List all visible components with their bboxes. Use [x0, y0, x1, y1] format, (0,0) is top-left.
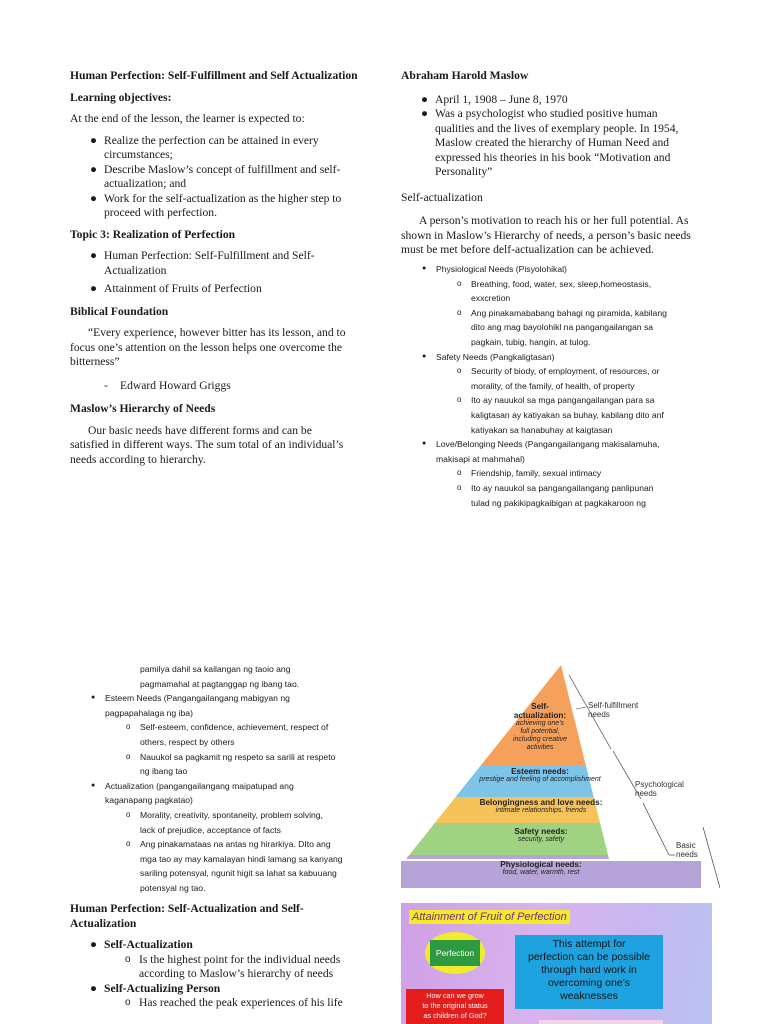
- sub-line: Ang pinakamataas na antas ng hirarkiya. DIto ang: [140, 839, 331, 850]
- level-sub: security, safety: [517, 836, 565, 843]
- left-bottom-serif: [70, 902, 370, 1011]
- level-sub: including creative: [512, 736, 568, 743]
- textbox-line: through hard work in: [541, 964, 637, 976]
- right-column-top: [401, 69, 721, 258]
- sub-bullet-icon: o: [457, 307, 462, 317]
- need-label: makisapi at mahmahal): [436, 453, 525, 464]
- maslow-line: Our basic needs have different forms and can be: [88, 423, 312, 437]
- sub-line: Breathing, food, water, sex, sleep,homeostasis,: [471, 278, 652, 289]
- sub-bullet-icon: o: [457, 278, 462, 288]
- bio-line: Personality”: [435, 165, 493, 178]
- need-label: Physiological Needs (Pisyolohikal): [436, 264, 567, 274]
- sub-line: Self-esteem, confidence, achievement, respect of: [140, 722, 329, 733]
- topic3-line: Human Perfection: Self-Fulfillment and Self-: [104, 249, 315, 262]
- sub-bullet-icon: o: [457, 395, 462, 405]
- sub-line: exxcretion: [471, 293, 511, 304]
- level-label-self-actualization: [505, 702, 575, 752]
- level-sub: food, water, warmth, rest: [502, 869, 580, 876]
- objective-line: Describe Maslow’s concept of fulfillment and self-: [104, 162, 341, 176]
- sub-item: [126, 808, 385, 837]
- textbox-line: This attempt for: [552, 938, 626, 950]
- biblical-heading: Biblical Foundation: [70, 304, 169, 318]
- objective-line: actualization; and: [104, 177, 187, 190]
- quote-author: [70, 379, 370, 394]
- sub-line: potensyal ng tao.: [140, 882, 206, 893]
- sub-line: dito ang mag bayolohikl na pangangailangan sa: [471, 322, 654, 333]
- side-label-self-fulfillment: [588, 701, 638, 719]
- para-line: A person’s motivation to reach his or her full potential. As: [419, 214, 689, 227]
- side-line: needs: [588, 710, 610, 719]
- textbox-line: How can we grow: [426, 991, 484, 1000]
- level-title: actualization:: [513, 711, 567, 720]
- side-line: Psychological: [635, 780, 684, 789]
- level-sub: prestige and feeling of accomplishment: [479, 776, 601, 783]
- need-item-love: [422, 437, 726, 510]
- side-line: needs: [635, 789, 657, 798]
- level-sub: intimate relationships, friends: [495, 807, 587, 814]
- sub-bullet-icon: o: [126, 751, 131, 761]
- quote-block: [70, 326, 370, 370]
- left-column-top: [70, 69, 370, 467]
- perfection-circle: [425, 932, 485, 974]
- bullet-icon: ●: [90, 249, 98, 262]
- bio-line: April 1, 1908 – June 8, 1970: [435, 92, 568, 106]
- side-line: Basic: [676, 841, 696, 850]
- sub-bullet-icon: o: [126, 839, 131, 849]
- need-label: Actualization (pangangailangang maipatupad ang: [105, 780, 294, 791]
- learning-objectives-heading: Learning objectives:: [70, 90, 172, 104]
- sub-item: [457, 481, 726, 510]
- item-subs: [104, 953, 370, 982]
- sub-line: katiyakan sa hanabuhay at kaigtasan: [471, 424, 613, 435]
- level-label-physiological: [441, 860, 641, 877]
- need-subs: [436, 466, 726, 510]
- level-label-safety: [441, 827, 641, 844]
- level-title: Safety needs:: [514, 827, 568, 836]
- sub-item: [126, 720, 385, 749]
- continued-line: pagmamahal at pagtanggap ng ibang tao.: [140, 678, 300, 689]
- level-sub: full potential,: [520, 728, 560, 735]
- sub-bullet-icon: o: [125, 997, 131, 1008]
- level-label-esteem: [455, 767, 625, 784]
- author-name: Edward Howard Griggs: [120, 378, 231, 392]
- sub-bullet-icon: o: [126, 809, 131, 819]
- topic3-item: [90, 282, 370, 297]
- need-subs: [436, 364, 726, 437]
- topic3-heading: Topic 3: Realization of Perfection: [70, 227, 236, 241]
- pyramid-edge: [643, 803, 669, 855]
- item-label: Self-Actualizing Person: [104, 981, 221, 995]
- sub-item: [457, 393, 726, 437]
- pyramid-edge: [703, 827, 720, 888]
- sub-line: others, respect by others: [140, 736, 235, 747]
- sub-line: tulad ng pakikipagkaibigan at pagkakaroon ng: [471, 497, 646, 508]
- bullet-icon: ●: [422, 352, 427, 360]
- sub-item: [125, 996, 370, 1011]
- bullet-icon: ●: [90, 133, 98, 147]
- textbox-line: as children of God?: [423, 1011, 487, 1020]
- left-column-bottom: [91, 662, 385, 896]
- bullet-icon: ●: [422, 440, 427, 448]
- author-dash: -: [104, 378, 108, 392]
- bullet-icon: ●: [90, 191, 98, 205]
- sub-line: Morality, creativity, spontaneity, problem solving,: [140, 809, 323, 820]
- page-title: Human Perfection: Self-Fulfillment and Self Actualization: [70, 69, 358, 82]
- sub-bullet-icon: o: [457, 482, 462, 492]
- level-label-belonging: [441, 798, 641, 815]
- need-label: kaganapang pagkatao): [105, 795, 193, 806]
- bullet-icon: ●: [90, 981, 98, 995]
- continued-text: [105, 662, 385, 691]
- sub-line: ng ibang tao: [140, 766, 188, 777]
- quote-line: “Every experience, however bitter has its lesson, and to: [88, 326, 346, 339]
- bio-line: Maslow created the hierarchy of Human Need and: [435, 136, 670, 149]
- need-item-physiological: [422, 262, 726, 350]
- bullet-icon: ●: [421, 92, 429, 106]
- fruit-of-perfection-slide: [401, 903, 712, 1024]
- self-actualization-label: Self-actualization: [401, 190, 483, 204]
- sub-line: Ito ay nauukol sa mga pangangailangan para sa: [471, 395, 655, 406]
- intro-text: At the end of the lesson, the learner is expected to:: [70, 112, 305, 125]
- need-item-safety: [422, 350, 726, 438]
- textbox-line: to the original status: [422, 1001, 488, 1010]
- level-title: Belongingness and love needs:: [479, 798, 603, 807]
- sub-line: Is the highest point for the individual needs: [139, 952, 341, 966]
- attempt-textbox: [515, 935, 663, 1009]
- need-subs: [436, 277, 726, 350]
- bullet-icon: ●: [90, 282, 98, 295]
- objective-line: Work for the self-actualization as the higher step to: [104, 191, 342, 205]
- para-line: shown in Maslow’s Hierarchy of needs, a person’s basic needs: [401, 228, 691, 242]
- bracket-line: [576, 707, 586, 709]
- need-item-esteem: [91, 691, 385, 779]
- topic3-line: Attainment of Fruits of Perfection: [104, 282, 262, 295]
- maslow-heading: Maslow’s Hierarchy of Needs: [70, 402, 216, 415]
- sub-item: [457, 364, 726, 393]
- maslow-line: needs according to hierarchy.: [70, 452, 206, 466]
- bio-line: expressed his theories in his book “Motivation and: [435, 150, 671, 164]
- bio-line: Was a psychologist who studied positive human: [435, 107, 658, 120]
- bullet-icon: ●: [91, 781, 96, 789]
- level-sub: activities: [526, 744, 554, 751]
- sub-line: Ang pinakamababang bahagi ng piramida, kabilang: [471, 307, 667, 318]
- need-item-actualization: [91, 779, 385, 896]
- objective-item: [90, 133, 370, 163]
- perfection-label: Perfection: [430, 940, 480, 966]
- question-textbox: [406, 989, 504, 1024]
- level-sub: achieving one’s: [515, 720, 565, 727]
- sub-item: [457, 277, 726, 306]
- needs-list: [422, 262, 726, 510]
- need-label: Esteem Needs (Pangangailangang mabigyan ng: [105, 693, 290, 704]
- sub-line: mga tao ay may kamalayan hindi lamang sa kanyang: [140, 853, 343, 864]
- cropped-textbox: [539, 1020, 663, 1024]
- self-actualization-paragraph: [401, 214, 721, 258]
- sub-bullet-icon: o: [126, 722, 131, 732]
- section-heading: Actualization: [70, 916, 137, 930]
- side-label-psychological: [635, 780, 684, 798]
- sub-line: according to Maslow’s hierarchy of needs: [139, 967, 334, 980]
- item-subs: [104, 996, 370, 1011]
- side-label-basic: [676, 841, 698, 859]
- objective-line: Realize the perfection can be attained in every: [104, 133, 319, 147]
- textbox-line: overcoming one’s: [547, 977, 631, 989]
- bio-item: [421, 107, 721, 180]
- slide-title: Attainment of Fruit of Perfection: [409, 910, 570, 924]
- maslow-bio-heading: Abraham Harold Maslow: [401, 69, 529, 82]
- need-subs: [105, 720, 385, 778]
- bio-line: qualities and the lives of exemplary people. In 1954,: [435, 121, 679, 135]
- topic3-item: [90, 249, 370, 278]
- actualization-item: [90, 938, 370, 982]
- objective-item: [90, 191, 370, 221]
- sub-item: [457, 466, 726, 481]
- sub-item: [125, 952, 370, 982]
- objective-item: [90, 162, 370, 192]
- sub-line: kaligtasan ay katiyakan sa buhay, kabilang dito anf: [471, 409, 664, 420]
- need-label: Safety Needs (Pangkaligtasan): [436, 351, 555, 362]
- continued-line: pamilya dahil sa kailangan ng taoio ang: [140, 664, 291, 674]
- quote-line: bitterness”: [70, 355, 120, 368]
- sub-line: Security of biody, of employment, of resources, or: [471, 366, 660, 377]
- level-title: Physiological needs:: [500, 860, 582, 869]
- bullet-icon: ●: [422, 265, 427, 272]
- sub-line: Friendship, family, sexual intimacy: [471, 468, 602, 479]
- need-label: pagpapahalaga ng iba): [105, 707, 193, 718]
- sub-bullet-icon: o: [457, 468, 462, 478]
- bullet-icon: ●: [91, 694, 96, 702]
- sub-item: [126, 837, 385, 895]
- bullet-icon: ●: [90, 162, 98, 176]
- maslow-line: satisfied in different ways. The sum total of an individual’s: [70, 438, 344, 451]
- item-label: Self-Actualization: [104, 938, 193, 951]
- sub-line: morality, of the family, of health, of property: [471, 380, 635, 391]
- topic3-list: [70, 249, 370, 297]
- sub-line: Has reached the peak experiences of his life: [139, 996, 343, 1009]
- textbox-line: weaknesses: [560, 990, 618, 1002]
- sub-item: [126, 750, 385, 779]
- bullet-icon: ●: [90, 938, 98, 951]
- textbox-line: perfection can be possible: [528, 951, 650, 963]
- level-title: Esteem needs:: [511, 767, 569, 776]
- sub-line: pagkain, tubig, hangin, at tulog.: [471, 336, 591, 347]
- bio-list: [401, 93, 721, 180]
- bullet-icon: ●: [421, 107, 429, 120]
- objective-line: proceed with perfection.: [104, 206, 217, 219]
- sub-line: lack of prejudice, acceptance of facts: [140, 824, 281, 835]
- topic3-line: Actualization: [104, 263, 167, 277]
- objective-line: circumstances;: [104, 148, 173, 161]
- maslow-pyramid-figure: [401, 659, 720, 888]
- para-line: must be met before delf-actualization can be achieved.: [401, 243, 655, 256]
- sub-line: sariling potensyal, ngunit higit sa lahat sa kabuuang: [140, 868, 337, 879]
- side-line: Self-fulfillment: [588, 701, 639, 710]
- bio-item: [421, 92, 721, 108]
- actualization-list: [70, 938, 370, 1011]
- need-subs: [105, 808, 385, 896]
- sub-line: Ito ay nauukol sa pangangailangang panlipunan: [471, 482, 654, 493]
- objectives-list: [70, 134, 370, 221]
- section-heading: Human Perfection: Self-Actualization and Self-: [70, 902, 304, 915]
- actualization-item: [90, 981, 370, 1011]
- sub-line: Nauukol sa pagkamit ng respeto sa sarili at respeto: [140, 751, 336, 762]
- quote-line: focus one’s attention on the lesson helps one overcome the: [70, 340, 343, 354]
- sub-item: [457, 306, 726, 350]
- level-title: Self-: [531, 702, 549, 711]
- sub-bullet-icon: o: [125, 953, 131, 965]
- need-label: Love/Belonging Needs (Pangangailangang makisalamuha,: [436, 439, 660, 450]
- side-line: needs: [676, 850, 698, 859]
- maslow-paragraph: [70, 424, 370, 468]
- sub-bullet-icon: o: [457, 366, 462, 376]
